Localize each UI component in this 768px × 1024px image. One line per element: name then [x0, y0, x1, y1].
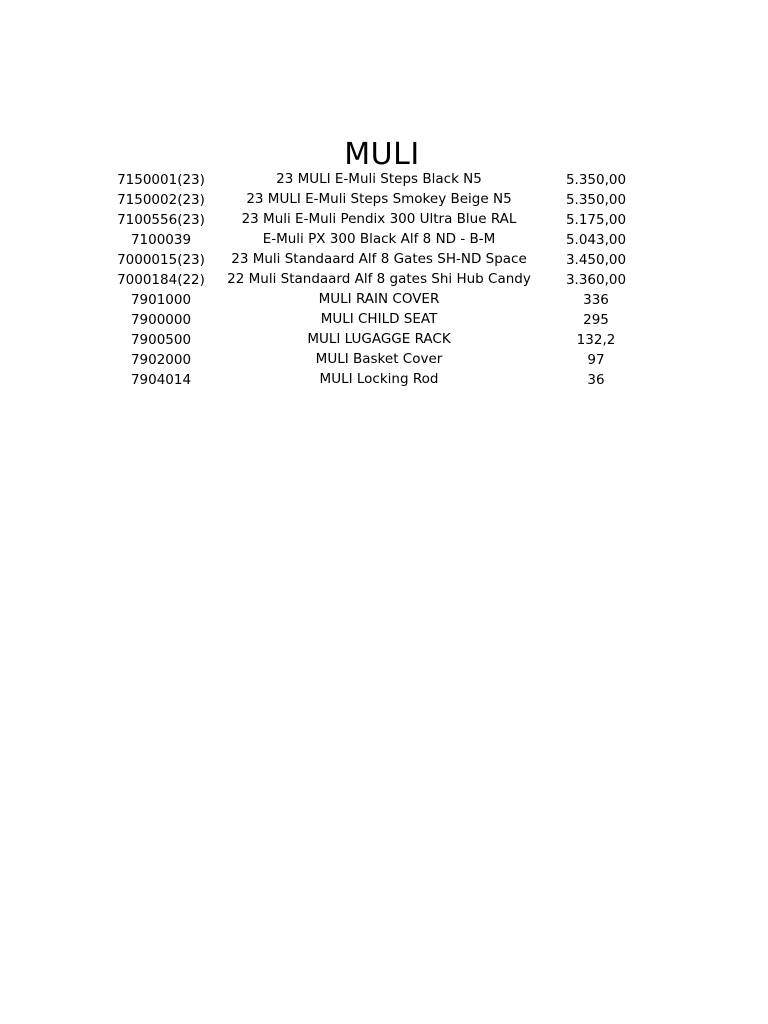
product-code: 7904014	[130, 372, 192, 388]
product-code: 7902000	[130, 352, 192, 368]
product-price: 5.043,00	[565, 232, 627, 248]
page-title: MULI	[344, 137, 420, 172]
table-row	[0, 170, 768, 190]
table-row	[0, 210, 768, 230]
product-price: 295	[583, 312, 609, 328]
product-table	[0, 170, 768, 390]
product-description: E-Muli PX 300 Black Alf 8 ND - B-M	[262, 231, 496, 247]
product-description: 23 Muli Standaard Alf 8 Gates SH-ND Space	[231, 251, 527, 267]
product-description: 23 MULI E-Muli Steps Black N5	[276, 171, 482, 187]
product-price: 3.360,00	[565, 272, 627, 288]
table-row	[0, 230, 768, 250]
product-code: 7150001(23)	[117, 172, 205, 188]
table-row	[0, 270, 768, 290]
product-code: 7900000	[130, 312, 192, 328]
product-code: 7000015(23)	[117, 252, 205, 268]
product-code: 7000184(22)	[117, 272, 205, 288]
product-price: 132,2	[576, 332, 616, 348]
product-code: 7100039	[130, 232, 192, 248]
product-price: 5.350,00	[565, 172, 627, 188]
product-description: 23 MULI E-Muli Steps Smokey Beige N5	[246, 191, 512, 207]
product-code: 7900500	[130, 332, 192, 348]
product-description: 22 Muli Standaard Alf 8 gates Shi Hub Candy	[227, 271, 531, 287]
table-row	[0, 290, 768, 310]
table-row	[0, 190, 768, 210]
product-price: 5.350,00	[565, 192, 627, 208]
product-description: MULI RAIN COVER	[318, 291, 440, 307]
table-row	[0, 350, 768, 370]
product-price: 5.175,00	[565, 212, 627, 228]
table-row	[0, 310, 768, 330]
product-description: MULI CHILD SEAT	[320, 311, 438, 327]
product-description: MULI LUGAGGE RACK	[307, 331, 451, 347]
product-price: 97	[587, 352, 605, 368]
product-code: 7100556(23)	[117, 212, 205, 228]
product-description: MULI Locking Rod	[319, 371, 439, 387]
table-row	[0, 330, 768, 350]
table-row	[0, 370, 768, 390]
product-price: 36	[587, 372, 605, 388]
product-description: 23 Muli E-Muli Pendix 300 Ultra Blue RAL	[241, 211, 517, 227]
product-description: MULI Basket Cover	[315, 351, 443, 367]
product-price: 336	[583, 292, 609, 308]
product-code: 7150002(23)	[117, 192, 205, 208]
product-price: 3.450,00	[565, 252, 627, 268]
product-code: 7901000	[130, 292, 192, 308]
table-row	[0, 250, 768, 270]
